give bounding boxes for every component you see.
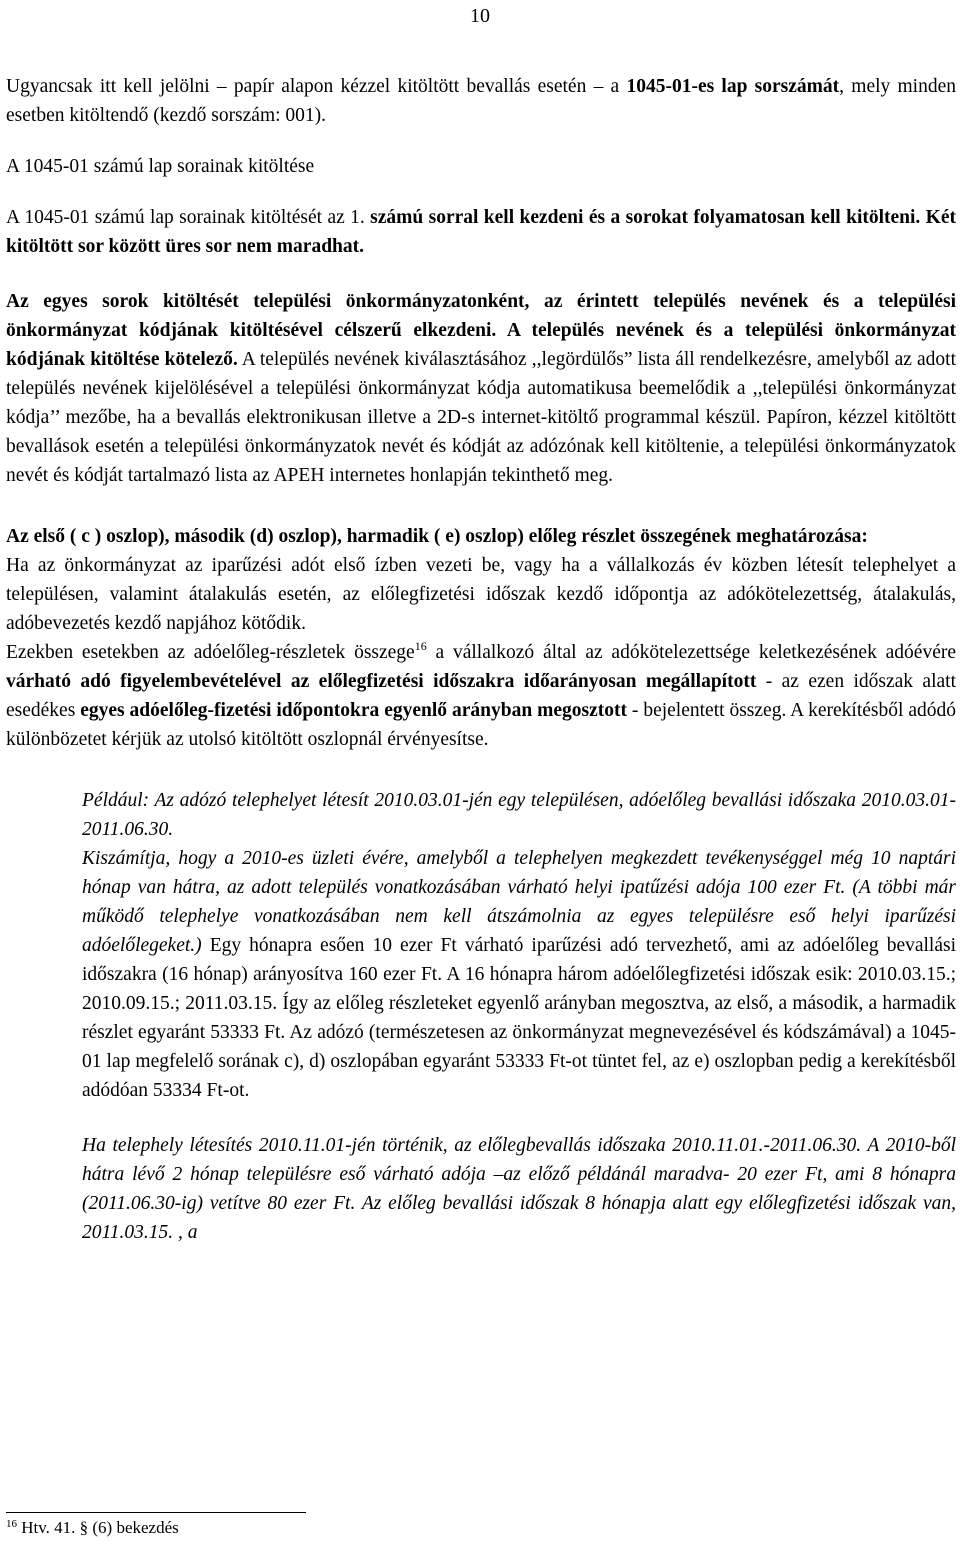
text-run: A 1045-01 számú lap sorainak kitöltését az 1. — [6, 207, 371, 228]
footnote-ref: 16 — [414, 639, 427, 653]
text-run: Egy hónapra esően 10 ezer Ft várható iparűzési adó tervezhető, ami az adóelőleg bevallási időszakra (16 hónap) arányosítva 160 ezer Ft. A 16 hónapra három adóelőlegfizetési időszak esik: 2010.03.15.; 2010.09.15.; 2011.03.15. Így az előleg részleteket egyenlő arányban megosztva, az első, a második, a harmadik részlet egyaránt 53333 Ft. Az adózó (természetesen az önkormányzat megnevezésével és kódszámával) a 1045-01 lap megfelelő sorának c), d) oszlopában egyaránt 53333 Ft-ot tüntet fel, az e) oszlopban pedig a kerekítésből adódóan 53334 Ft-ot. — [82, 935, 956, 1101]
example-calculation — [82, 844, 956, 1105]
text-run: - bejelentett összeg. A kerekítésből adódó különbözetet kérjük az utolsó kitöltött oszlopnál érvényesítse. — [6, 700, 956, 750]
text-run: - az ezen időszak alatt esedékes — [6, 671, 956, 721]
text-run: , mely minden esetben kitöltendő (kezdő sorszám: 001). — [6, 76, 956, 126]
document-body — [6, 72, 956, 1247]
bold-run: számú sorral kell kezdeni és a sorokat folyamatosan kell kitölteni. Két kitöltött sor között üres sor nem maradhat. — [6, 207, 957, 257]
example-intro: Például: Az adózó telephelyet létesít 2010.03.01-jén egy településen, adóelőleg bevallási időszaka 2010.03.01-2011.06.30. — [82, 790, 956, 840]
footnote-separator — [6, 1512, 306, 1513]
paragraph-start-date: Ha az önkormányzat az iparűzési adót első ízben vezeti be, vagy ha a vállalkozás év közben létesít telephelyet a településen, valamint átalakulás esetén, az előlegfizetési időszak kezdő időpontja az adókötelezettség, átalakulás, adóbevezetés kezdő napjához kötődik. — [6, 555, 956, 634]
section-heading: A 1045-01 számú lap sorainak kitöltése — [6, 156, 315, 177]
paragraph-installments — [6, 638, 956, 754]
italic-run: Kiszámítja, hogy a 2010-es üzleti évére, amelyből a telephelyen megkezdett tevékenységgel még 10 naptári hónap van hátra, az adott település vonatkozásában várható helyi ipatűzési adója 100 ezer Ft. (A többi már működő telephelye vonatkozásában nem kell átszámolnia az egyes településre eső helyi iparűzési adóelőlegeket.) — [82, 848, 956, 956]
text-run: Ezekben esetekben az adóelőleg-részletek összege — [6, 642, 415, 663]
bold-run: egyes adóelőleg-fizetési időpontokra egyenlő arányban megosztott — [80, 700, 627, 721]
paragraph-municipality — [6, 287, 956, 490]
footnote-text: Htv. 41. § (6) bekezdés — [17, 1518, 179, 1537]
example-second: Ha telephely létesítés 2010.11.01-jén történik, az előlegbevallás időszaka 2010.11.01.-2011.06.30. A 2010-ből hátra lévő 2 hónap településre eső várható adója –az előző példánál maradva- 20 ezer Ft, ami 8 hónapra (2011.06.30-ig) vetítve 80 ezer Ft. Az előleg bevallási időszak 8 hónapja alatt egy előlegfizetési időszak van, 2011.03.15. , a — [82, 1135, 956, 1243]
bold-run: 1045-01-es lap sorszámát — [626, 76, 840, 97]
text-run: Ugyancsak itt kell jelölni – papír alapon kézzel kitöltött bevallás esetén – a — [6, 76, 627, 97]
paragraph-row-order — [6, 203, 956, 261]
bold-run: Az egyes sorok kitöltését települési önkormányzatonként, az érintett település nevének és a települési önkormányzat kódjának kitöltésével célszerű elkezdeni. A település nevének és a települési önkormányzat kódjának kitöltése kötelező. — [6, 291, 956, 370]
text-run: a vállalkozó által az adókötelezettsége keletkezésének adóévére — [426, 642, 956, 663]
paragraph-serial-number — [6, 72, 956, 130]
page-number: 10 — [470, 5, 490, 27]
footnote-number: 16 — [6, 1518, 17, 1530]
section-heading-columns: Az első ( c ) oszlop), második (d) oszlop), harmadik ( e) oszlop) előleg részlet összegének meghatározása: — [6, 526, 868, 547]
bold-run: várható adó figyelembevételével az előlegfizetési időszakra időarányosan megállapított — [6, 671, 757, 692]
text-run: A település nevének kiválasztásához ,,legördülős” lista áll rendelkezésre, amelyből az adott település nevének kijelölésével a települési önkormányzat kódja automatikusa beemelődik a ,,települési önkormányzat kódja’’ mezőbe, ha a bevallás elektronikusan illetve a 2D-s internet-kitöltő programmal készül. Papíron, kézzel kitöltött bevallások esetén a települési önkormányzatok nevét és kódját az adózónak kell kitöltenie, a települési önkormányzatok nevét és kódját tartalmazó lista az APEH internetes honlapján tekinthető meg. — [6, 349, 956, 486]
footnote — [6, 1516, 179, 1540]
